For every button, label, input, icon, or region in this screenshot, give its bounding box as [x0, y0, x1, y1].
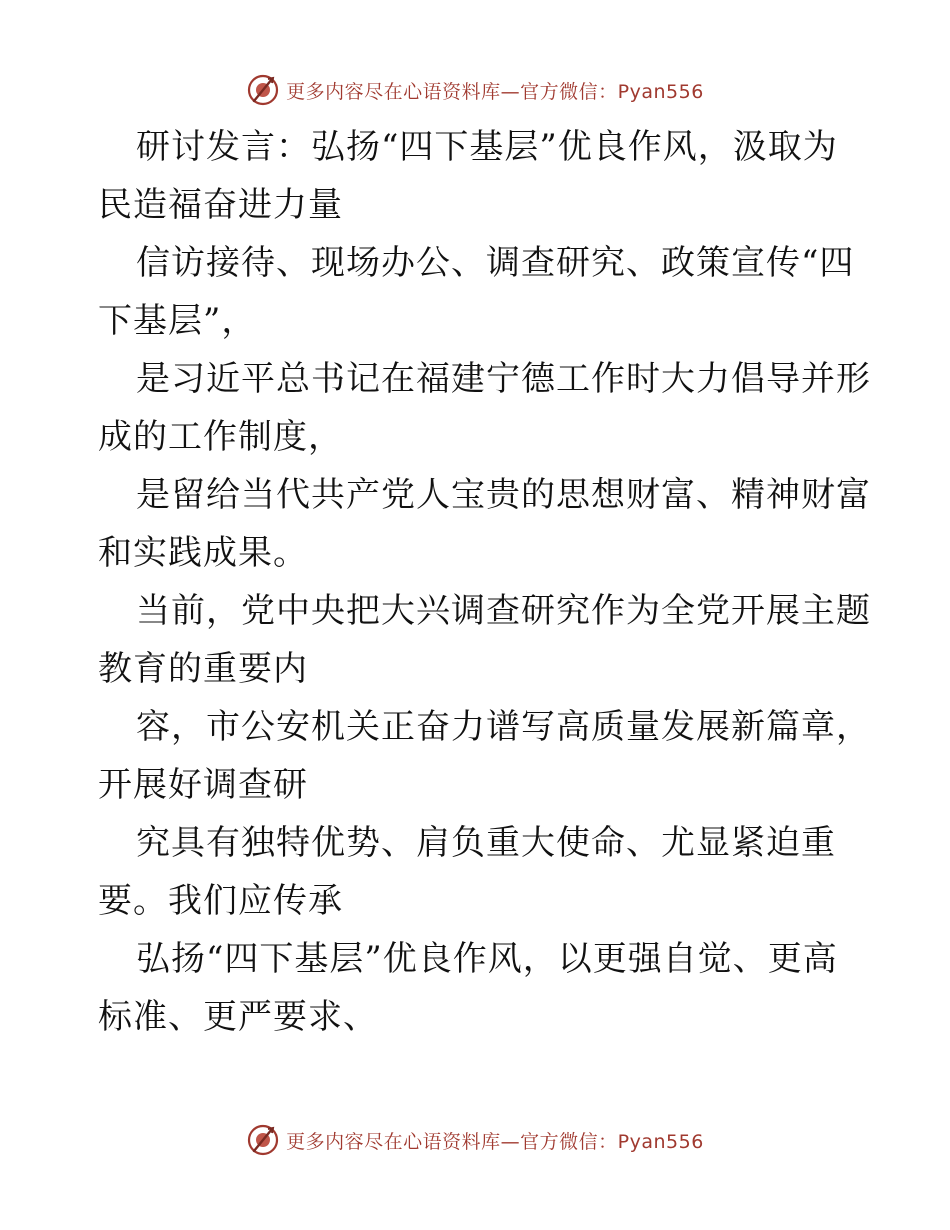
paragraph-line: 弘扬“四下基层”优良作风，以更强自觉、更高 [136, 939, 838, 979]
paragraph-line: 究具有独特优势、肩负重大使命、尤显紧迫重 [136, 823, 836, 863]
paragraph-line: 教育的重要内 [98, 649, 308, 689]
paragraph-line: 下基层”， [98, 301, 257, 341]
document-body [98, 118, 871, 1046]
paragraph-line: 是留给当代共产党人宝贵的思想财富、精神财富 [136, 475, 871, 515]
footer-watermark-text: 更多内容尽在心语资料库—官方微信：Pyan556 [286, 1130, 704, 1153]
watermark-logo-icon [246, 1123, 280, 1157]
paragraph-line: 要。我们应传承 [98, 881, 343, 921]
header-watermark-text: 更多内容尽在心语资料库—官方微信：Pyan556 [286, 80, 704, 103]
paragraph-line: 信访接待、现场办公、调查研究、政策宣传“四 [136, 243, 855, 283]
paragraph-line: 和实践成果。 [98, 533, 308, 573]
watermark-logo-icon [246, 73, 280, 107]
paragraph-line: 成的工作制度， [98, 417, 343, 457]
paragraph-line: 研讨发言：弘扬“四下基层”优良作风，汲取为 [136, 127, 838, 167]
paragraph-line: 民造福奋进力量 [98, 185, 343, 225]
paragraph-line: 容，市公安机关正奋力谱写高质量发展新篇章， [136, 707, 871, 747]
paragraph-line: 当前，党中央把大兴调查研究作为全党开展主题 [136, 591, 871, 631]
paragraph-line: 是习近平总书记在福建宁德工作时大力倡导并形 [136, 359, 871, 399]
paragraph-line: 标准、更严要求、 [98, 997, 378, 1037]
header-watermark-banner [0, 70, 950, 110]
paragraph-line: 开展好调查研 [98, 765, 308, 805]
footer-watermark-banner [0, 1120, 950, 1160]
